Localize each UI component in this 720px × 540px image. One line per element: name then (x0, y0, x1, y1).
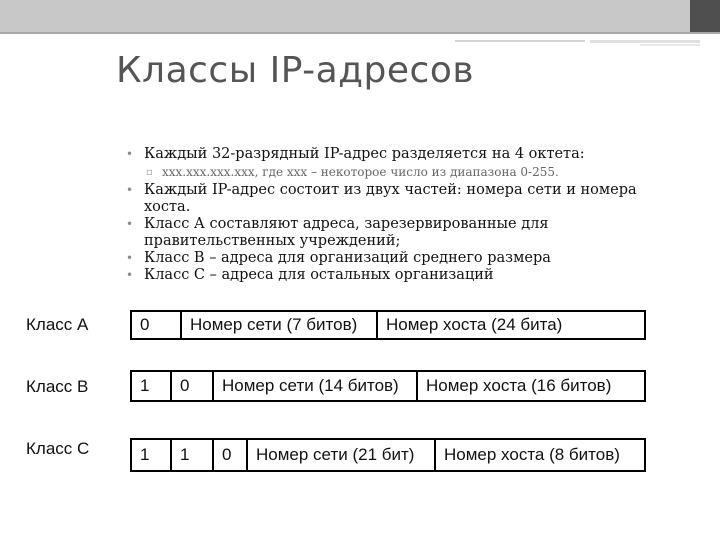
bullet-text: Каждый IP-адрес состоит из двух частей: номера сети и номера хоста. (144, 182, 637, 215)
class-a-label: Класс А (26, 315, 89, 334)
accent-line (590, 40, 700, 43)
square-bullet-icon: ▫ (146, 167, 153, 178)
class-a-host-cell: Номер хоста (24 бита) (376, 310, 646, 340)
bullet-item (126, 216, 666, 250)
header-corner-block (690, 0, 720, 34)
bullet-item (126, 250, 666, 267)
bullet-text: Класс А составляют адреса, зарезервированные для правительственных учреждений; (144, 216, 549, 249)
bullet-icon: • (126, 183, 134, 197)
header-bar (0, 0, 705, 32)
bullet-text: Каждый 32-разрядный IP-адрес разделяется на 4 октета: (144, 146, 585, 162)
class-c-bit-cell: 1 (130, 438, 172, 472)
slide-title: Классы IP-адресов (116, 50, 475, 91)
class-b-network-cell: Номер сети (14 битов) (212, 370, 418, 402)
class-a-bit-cell: 0 (130, 310, 182, 340)
bullet-list (126, 146, 666, 284)
bullet-icon: • (126, 251, 134, 265)
class-c-bit-cell: 0 (212, 438, 248, 472)
class-c-host-cell: Номер хоста (8 битов) (434, 438, 646, 472)
bullet-item (126, 267, 666, 284)
bullet-text: Класс С – адреса для остальных организаций (144, 267, 494, 283)
bullet-icon: • (126, 147, 134, 161)
header-decoration (0, 0, 720, 34)
class-a-network-cell: Номер сети (7 битов) (180, 310, 378, 340)
class-c-label: Класс С (26, 439, 90, 458)
bullet-item (126, 182, 666, 216)
bullet-item (126, 146, 666, 163)
accent-line (640, 44, 700, 46)
class-c-network-cell: Номер сети (21 бит) (246, 438, 436, 472)
bullet-icon: • (126, 268, 134, 282)
sub-bullet-item (126, 165, 666, 180)
accent-line (455, 40, 585, 42)
class-b-host-cell: Номер хоста (16 битов) (416, 370, 646, 402)
header-underline (0, 32, 720, 34)
bullet-text: Класс В – адреса для организаций среднего размера (144, 250, 551, 266)
class-b-bit-cell: 0 (170, 370, 214, 402)
class-b-label: Класс В (26, 377, 89, 396)
bullet-icon: • (126, 217, 134, 231)
class-c-bit-cell: 1 (170, 438, 214, 472)
sub-bullet-text: xxx.xxx.xxx.xxx, где xxx – некоторое число из диапазона 0-255. (162, 165, 559, 179)
class-b-bit-cell: 1 (130, 370, 172, 402)
